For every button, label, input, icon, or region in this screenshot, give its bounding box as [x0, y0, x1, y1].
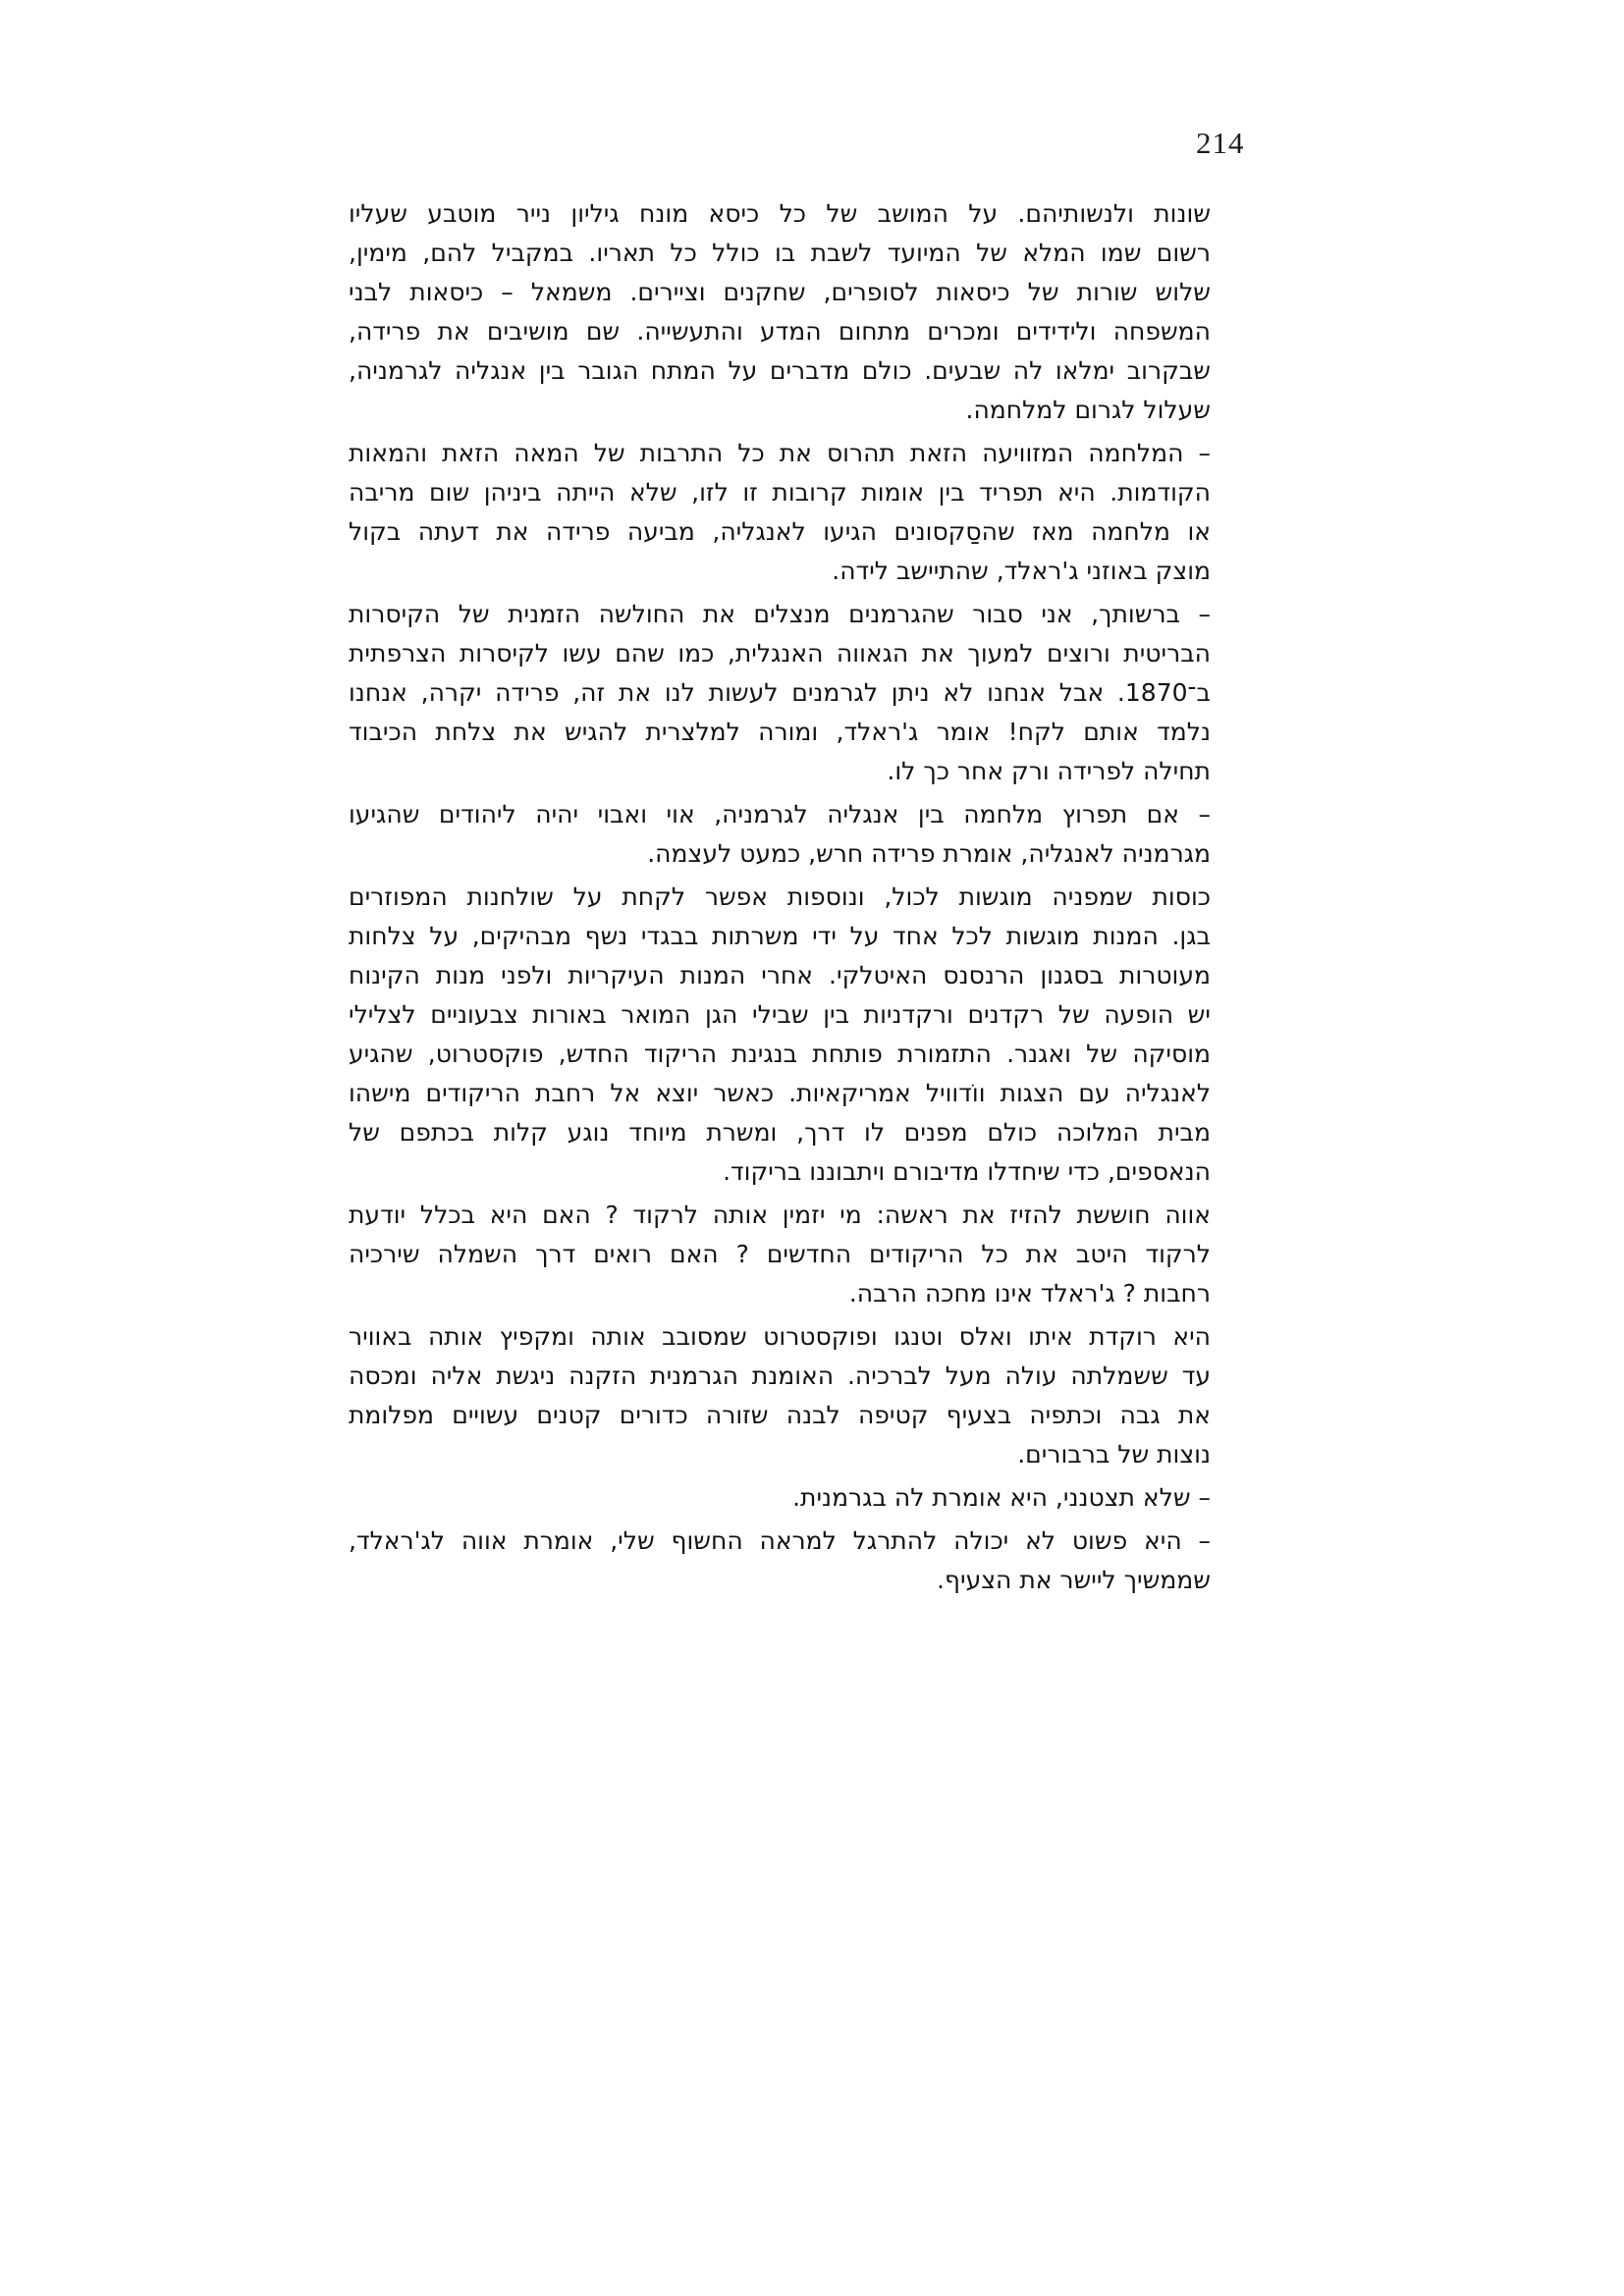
- text-line: שבקרוב ימלאו לה שבעים. כולם מדברים על המתח הגובר בין אנגליה לגרמניה,: [349, 356, 1211, 385]
- text-line: בגן. המנות מוגשות לכל אחד על ידי משרתות בבגדי נשף מבהיקים, על צלחות: [349, 922, 1211, 950]
- paragraph: [349, 595, 1211, 791]
- text-block: [349, 194, 1211, 1604]
- text-line: שעלול לגרום למלחמה.: [965, 396, 1211, 424]
- text-line: אווה חוששת להזיז את ראשה: מי יזמין אותה לרקוד ? האם היא בכלל יודעת: [349, 1201, 1211, 1229]
- text-line: לאנגליה עם הצגות ווֹדוויל אמריקאיות. כאשר יוצא אל רחבת הריקודים מישהו: [349, 1079, 1211, 1107]
- text-line: ב־1870. אבל אנחנו לא ניתן לגרמנים לעשות לנו את זה, פרידה יקרה, אנחנו: [349, 678, 1211, 707]
- text-line: תחילה לפרידה ורק אחר כך לו.: [887, 757, 1211, 785]
- text-line: לרקוד היטב את כל הריקודים החדשים ? האם רואים דרך השמלה שירכיה: [349, 1240, 1211, 1268]
- text-line: – ברשותך, אני סבור שהגרמנים מנצלים את החולשה הזמנית של הקיסרות: [349, 600, 1211, 628]
- text-line: רשום שמו המלא של המיועד לשבת בו כולל כל תאריו. במקביל להם, מימין,: [349, 239, 1211, 267]
- text-line: – אם תפרוץ מלחמה בין אנגליה לגרמניה, אוי ואבוי יהיה ליהודים שהגיעו: [349, 800, 1211, 828]
- text-line: שונות ולנשותיהם. על המושב של כל כיסא מונח גיליון נייר מוטבע שעליו: [349, 199, 1211, 228]
- text-line: המשפחה ולידידים ומכרים מתחום המדע והתעשייה. שם מושיבים את פרידה,: [349, 317, 1211, 346]
- text-line: עד ששמלתה עולה מעל לברכיה. האומנת הגרמנית הזקנה ניגשת אליה ומכסה: [349, 1362, 1211, 1390]
- text-line: מגרמניה לאנגליה, אומרת פרידה חרש, כמעט לעצמה.: [647, 839, 1211, 868]
- text-line: – היא פשוט לא יכולה להתרגל למראה החשוף שלי, אומרת אווה לג'ראלד,: [349, 1526, 1211, 1555]
- text-line: את גבה וכתפיה בצעיף קטיפה לבנה שזורה כדורים קטנים עשויים מפלומת: [349, 1401, 1211, 1429]
- paragraph: [349, 1522, 1211, 1600]
- text-line: רחבות ? ג'ראלד אינו מחכה הרבה.: [848, 1279, 1211, 1308]
- text-line: מבית המלוכה כולם מפנים לו דרך, ומשרת מיוחד נוגע קלות בכתפם של: [349, 1118, 1211, 1147]
- text-line: או מלחמה מאז שהסַקסונים הגיעו לאנגליה, מביעה פרידה את דעתה בקול: [349, 517, 1211, 546]
- text-line: שלוש שורות של כיסאות לסופרים, שחקנים וציירים. משמאל – כיסאות לבני: [349, 278, 1211, 306]
- paragraph: [349, 194, 1211, 430]
- text-line: נוצות של ברבורים.: [1017, 1440, 1211, 1468]
- text-line: מעוטרות בסגנון הרנסנס האיטלקי. אחרי המנות העיקריות ולפני מנות הקינוח: [349, 961, 1211, 989]
- text-line: – שלא תצטנני, היא אומרת לה בגרמנית.: [792, 1483, 1211, 1512]
- text-line: היא רוקדת איתו ואלס וטנגו ופוקסטרוט שמסובב אותה ומקפיץ אותה באוויר: [349, 1322, 1211, 1351]
- paragraph: [349, 1317, 1211, 1474]
- paragraph: [349, 1196, 1211, 1313]
- text-line: הקודמות. היא תפריד בין אומות קרובות זו לזו, שלא הייתה ביניהן שום מריבה: [349, 478, 1211, 507]
- text-line: מוסיקה של ואגנר. התזמורת פותחת בנגינת הריקוד החדש, פוקסטרוט, שהגיע: [349, 1040, 1211, 1068]
- text-line: נלמד אותם לקח! אומר ג'ראלד, ומורה למלצרית להגיש את צלחת הכיבוד: [349, 718, 1211, 746]
- paragraph: [349, 1478, 1211, 1518]
- paragraph: [349, 434, 1211, 591]
- paragraph: [349, 795, 1211, 874]
- text-line: כוסות שמפניה מוגשות לכול, ונוספות אפשר לקחת על שולחנות המפוזרים: [349, 882, 1211, 911]
- paragraph: [349, 878, 1211, 1192]
- text-line: שממשיך ליישר את הצעיף.: [937, 1566, 1211, 1594]
- text-line: הנאספים, כדי שיחדלו מדיבורם ויתבוננו בריקוד.: [723, 1157, 1211, 1186]
- text-line: מוצק באוזני ג'ראלד, שהתיישב לידה.: [832, 557, 1211, 585]
- text-line: יש הופעה של רקדנים ורקדניות בין שבילי הגן המואר באורות צבעוניים לצלילי: [349, 1000, 1211, 1029]
- page-number: 214: [1196, 126, 1245, 160]
- text-line: הבריטית ורוצים למעוך את הגאווה האנגלית, כמו שהם עשו לקיסרות הצרפתית: [349, 639, 1211, 667]
- text-line: – המלחמה המזוויעה הזאת תהרוס את כל התרבות של המאה הזאת והמאות: [349, 439, 1211, 467]
